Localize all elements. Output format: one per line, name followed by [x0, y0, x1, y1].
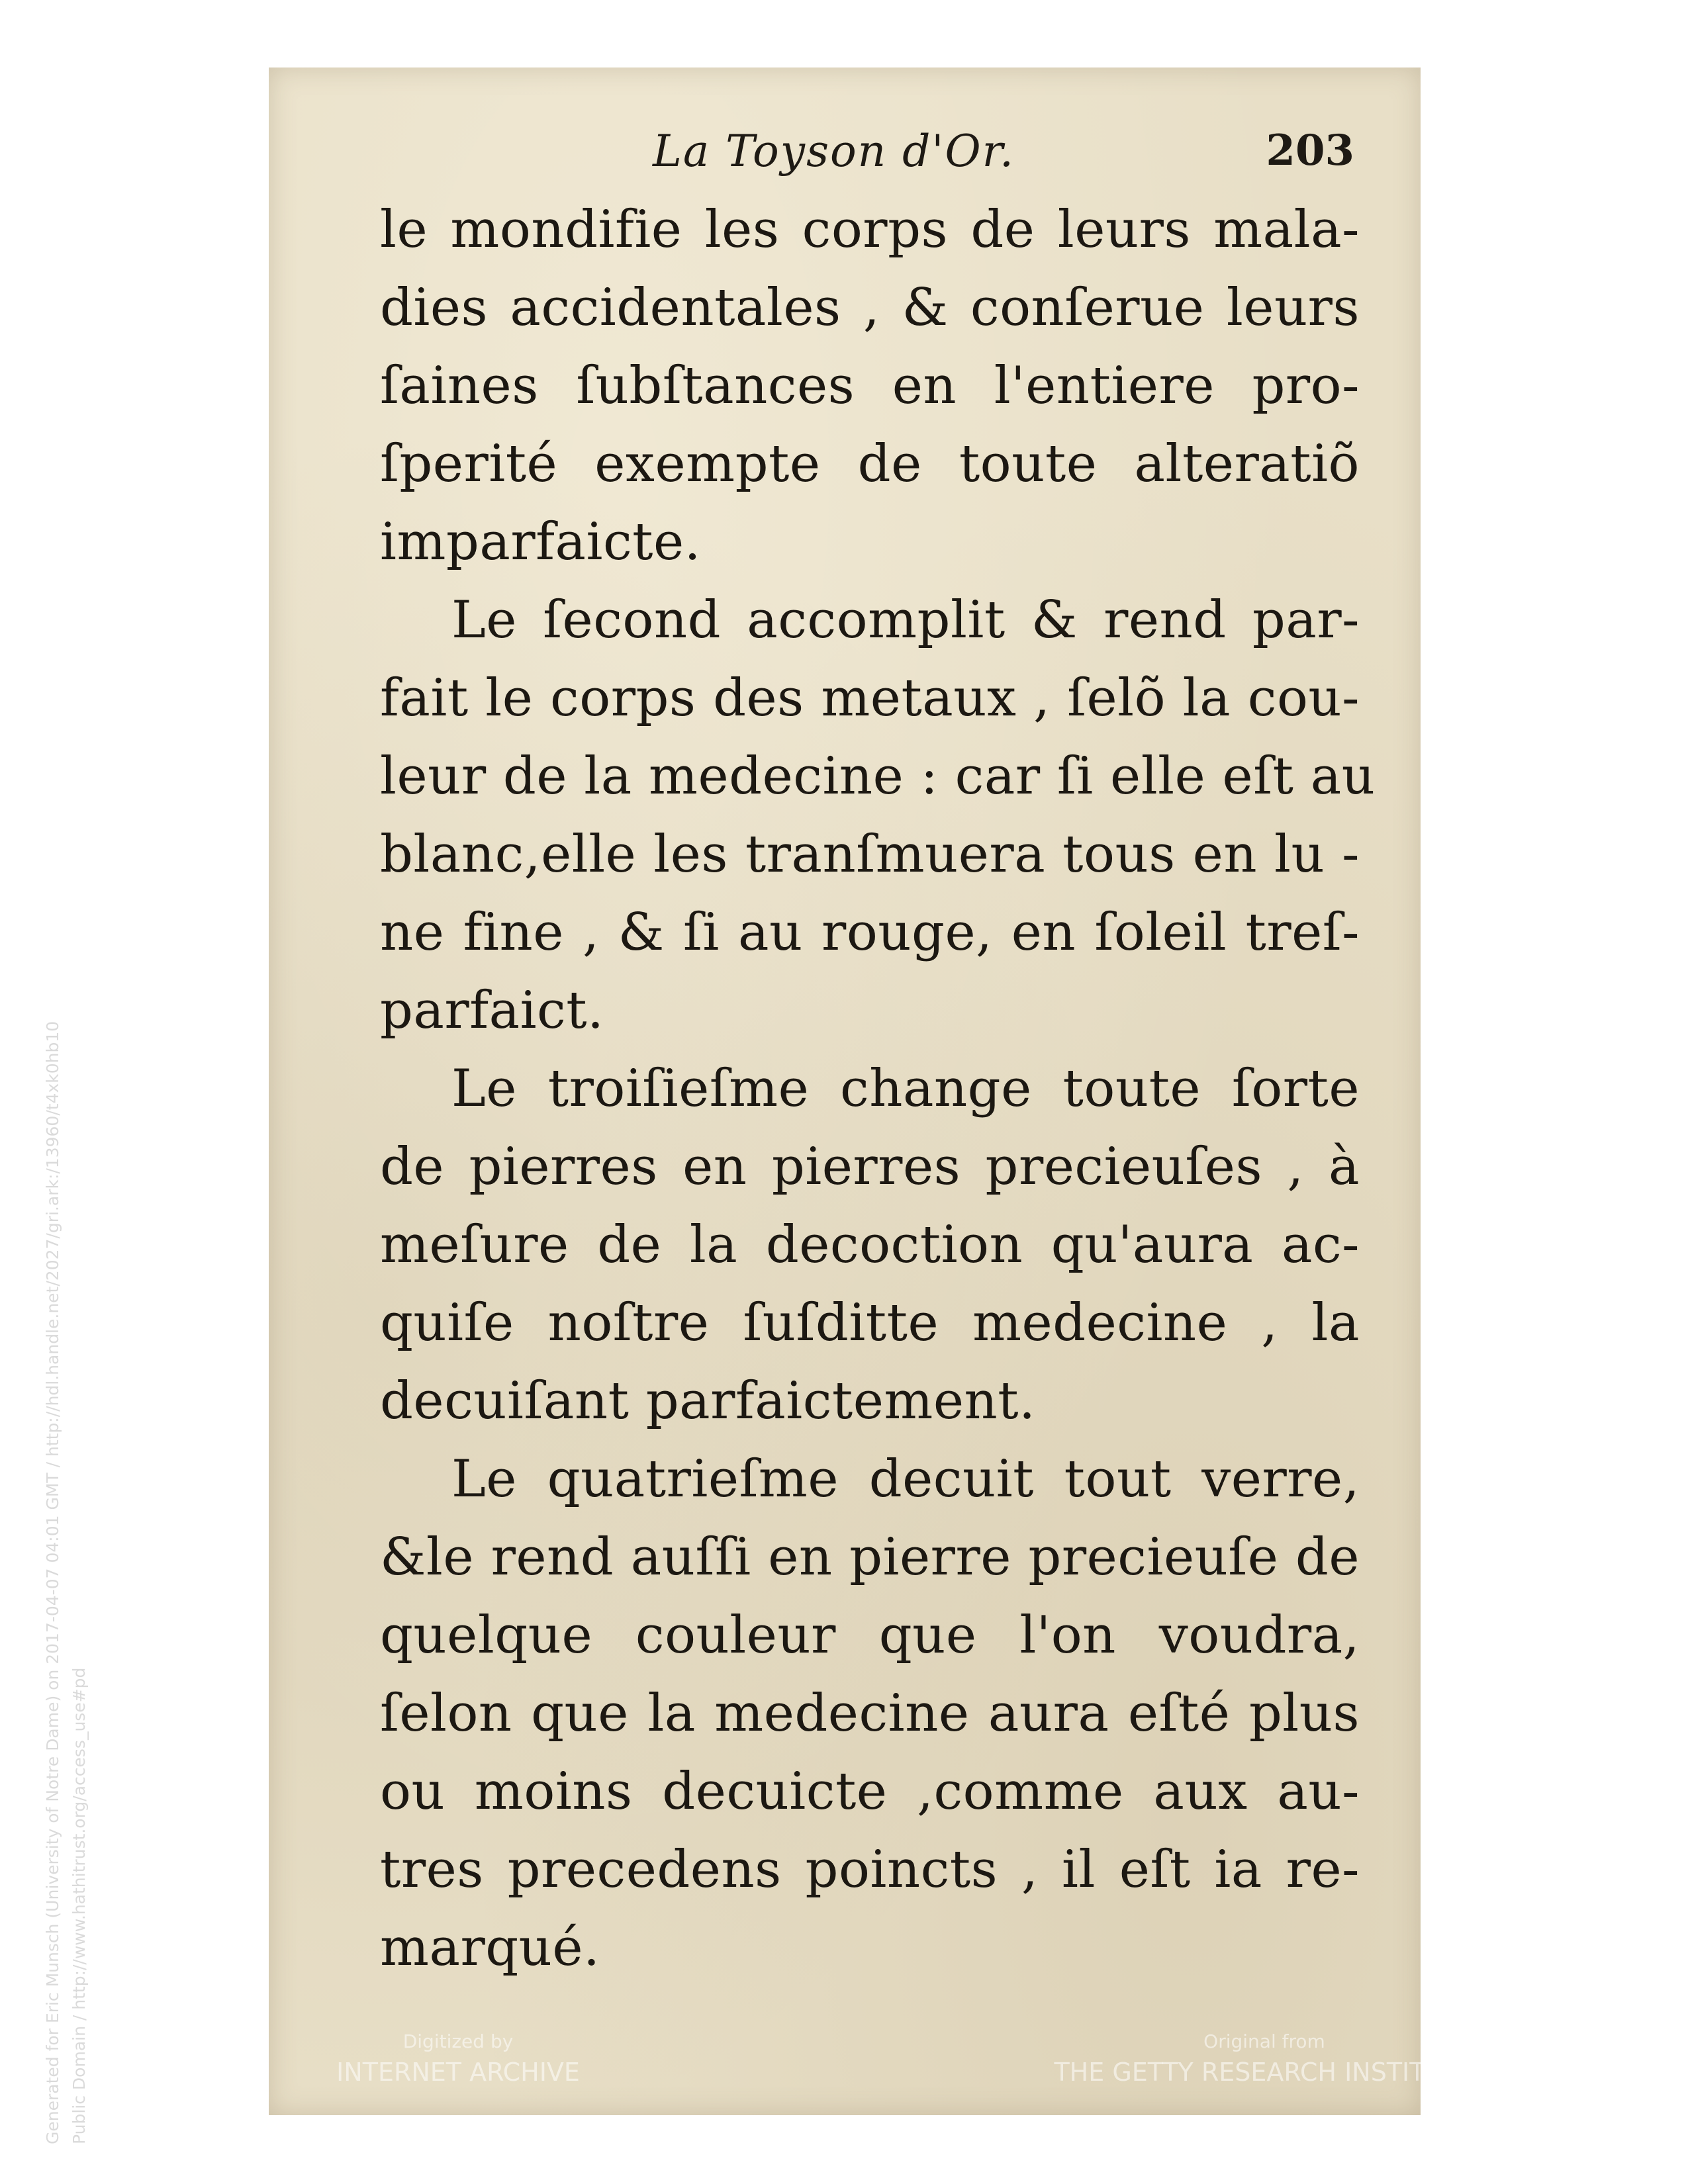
text-line: parfaict. [380, 981, 604, 1040]
text-line: ou moins decuicte ,comme aux au- [380, 1762, 1360, 1821]
text-line: ne fine , & ſi au rouge, en ſoleil treſ- [380, 903, 1360, 962]
paragraph-start-line: Le ſecond accomplit & rend par- [451, 590, 1360, 650]
text-line: &le rend auſſi en pierre precieuſe de [380, 1527, 1360, 1587]
paragraph-start-line: Le quatrieſme decuit tout verre, [451, 1449, 1360, 1509]
text-line: de pierres en pierres precieuſes , à [380, 1137, 1360, 1197]
text-line: imparfaicte. [380, 512, 701, 572]
getty-institute-label: THE GETTY RESEARCH INSTITUTE [1054, 2058, 1475, 2087]
text-line: ſaines ſubſtances en l'entiere pro- [380, 356, 1360, 416]
text-line: dies accidentales , & conſerue leurs [380, 278, 1360, 338]
digitized-by-watermark [293, 2030, 624, 2087]
text-line: le mondifie les corps de leurs mala- [380, 200, 1360, 259]
text-line: decuiſant parfaictement. [380, 1371, 1036, 1431]
text-line: ſelon que la medecine aura eſté plus [380, 1684, 1360, 1743]
text-line: blanc,elle les tranſmuera tous en lu - [380, 825, 1360, 884]
text-line: quelque couleur que l'on voudra, [380, 1606, 1360, 1665]
text-line: marqué. [380, 1918, 600, 1978]
original-from-label: Original from [1203, 2030, 1325, 2052]
original-from-watermark [1033, 2030, 1496, 2087]
text-line: quiſe noſtre ſuſditte medecine , la [380, 1293, 1360, 1353]
text-line: ſperité exempte de toute alteratiõ [380, 434, 1360, 494]
running-head [269, 126, 1421, 185]
paragraph-start-line: Le troiſieſme change toute ſorte [451, 1059, 1360, 1118]
scanned-page [269, 68, 1421, 2115]
text-line: fait le corps des metaux , ſelõ la cou- [380, 668, 1360, 728]
running-title: La Toyson d'Or. [653, 126, 1015, 177]
text-line: meſure de la decoction qu'aura ac- [380, 1215, 1360, 1275]
license-line: Public Domain / http://www.hathitrust.org/access_use#pd [70, 1667, 89, 2144]
text-line: tres precedens poincts , il eſt ia re- [380, 1840, 1360, 1899]
provenance-side-note [40, 1021, 93, 2144]
provenance-line: Generated for Eric Munsch (University of Notre Dame) on 2017-04-07 04:01 GMT / http://hdl.handle.net/2027/gri.ark:/13960/t4xk0hb10 [43, 1021, 62, 2144]
digitized-by-label: Digitized by [402, 2030, 514, 2052]
page-number: 203 [1266, 126, 1354, 175]
body-text [380, 191, 1376, 1987]
internet-archive-label: INTERNET ARCHIVE [336, 2058, 580, 2087]
text-line: leur de la medecine : car ſi elle eſt au [380, 747, 1376, 806]
